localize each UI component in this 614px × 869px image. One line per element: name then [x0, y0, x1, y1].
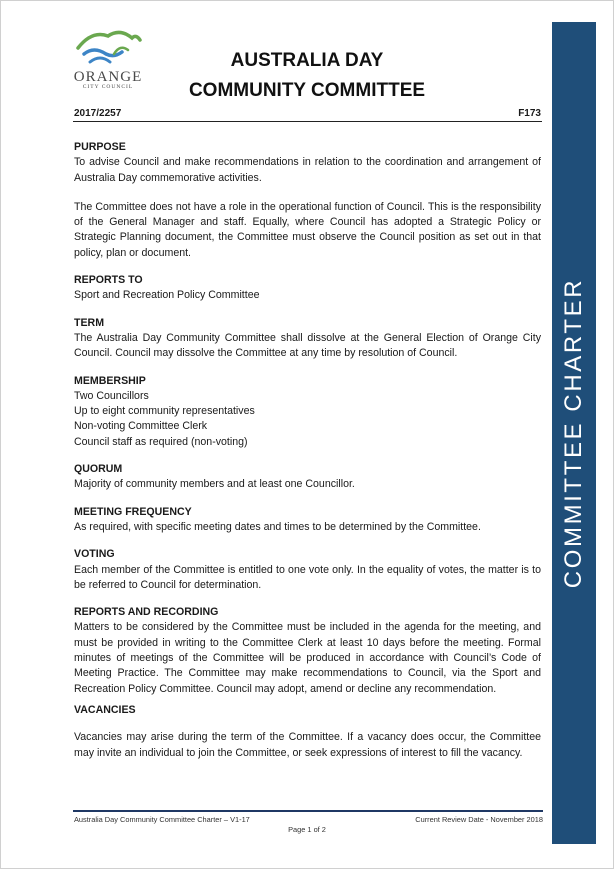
section-heading: MEETING FREQUENCY	[74, 505, 192, 518]
logo-subtitle: CITY COUNCIL	[82, 84, 134, 90]
title-line-2: COMMUNITY COMMITTEE	[188, 80, 426, 101]
section-heading: TERM	[74, 316, 105, 329]
list-item: Two Councillors	[74, 389, 149, 402]
section-heading: VACANCIES	[74, 703, 136, 716]
charter-body	[74, 140, 541, 761]
footer-page-number: Page 1 of 2	[288, 825, 326, 834]
list-item: Up to eight community representatives	[74, 405, 255, 418]
document-title	[150, 46, 464, 106]
section-paragraph: Sport and Recreation Policy Committee	[74, 289, 260, 302]
section-paragraph: Vacancies may arise during the term of the Committee. If a vacancy does occur, the Committee may invite an individual to join the Committee, or seek expressions of interest to fill the vacancy.	[74, 731, 541, 759]
section-paragraph: As required, with specific meeting dates and times to be determined by the Committee.	[74, 520, 481, 533]
section-heading: PURPOSE	[74, 141, 126, 153]
title-line-1: AUSTRALIA DAY	[230, 50, 384, 71]
section-heading: VOTING	[74, 548, 115, 561]
section-term	[74, 316, 541, 362]
list-item: Non-voting Committee Clerk	[74, 420, 208, 433]
section-heading: MEMBERSHIP	[74, 374, 146, 387]
list-item: Council staff as required (non-voting)	[74, 435, 248, 448]
section-heading: REPORTS AND RECORDING	[74, 606, 219, 619]
section-heading: QUORUM	[74, 463, 123, 476]
section-reports-to	[74, 273, 541, 304]
section-membership	[74, 374, 541, 450]
section-vacancies	[74, 703, 541, 761]
footer-review-date: Current Review Date - November 2018	[415, 815, 543, 824]
footer-divider	[73, 810, 543, 812]
section-quorum	[74, 462, 541, 493]
footer-document-name: Australia Day Community Committee Charter – V1-17	[74, 815, 250, 824]
section-paragraph: To advise Council and make recommendations in relation to the coordination and arrangement of Australia Day commemorative activities.	[74, 156, 541, 184]
header-divider	[73, 121, 542, 122]
reference-number: 2017/2257	[74, 108, 122, 119]
section-meeting-frequency	[74, 505, 541, 536]
logo-wordmark: ORANGE	[73, 69, 143, 85]
section-heading: REPORTS TO	[74, 274, 143, 287]
section-reports-recording	[74, 605, 541, 697]
form-code: F173	[518, 108, 541, 119]
section-voting	[74, 547, 541, 593]
section-paragraph: Matters to be considered by the Committee must be included in the agenda for the meeting, and must be provided in writing to the Committee Clerk at least 10 days before the meeting. Formal minutes of meetings of the Committee will be produced in accordance with Council’s Code of Meeting Practice. The Committee may make recommendations to Council, via the Sport and Recreation Policy Committee. Council may adopt, amend or decline any recommendation.	[74, 621, 541, 695]
section-paragraph: The Committee does not have a role in the operational function of Council. This is the responsibility of the General Manager and staff. Equally, where Council has adopted a Strategic Policy or Strategic Planning document, the Committee must observe the Council position as set out in that policy, plan or document.	[74, 200, 541, 259]
section-purpose	[74, 140, 541, 261]
section-paragraph: Each member of the Committee is entitled to one vote only. In the equality of votes, the matter is to be referred to Council for determination.	[74, 563, 541, 591]
section-paragraph: The Australia Day Community Committee shall dissolve at the General Election of Orange City Council. Council may dissolve the Committee at any time by resolution of Council.	[74, 331, 541, 360]
sidebar-label: COMMITTEE CHARTER	[560, 277, 587, 589]
section-paragraph: Majority of community members and at least one Councillor.	[74, 478, 355, 491]
